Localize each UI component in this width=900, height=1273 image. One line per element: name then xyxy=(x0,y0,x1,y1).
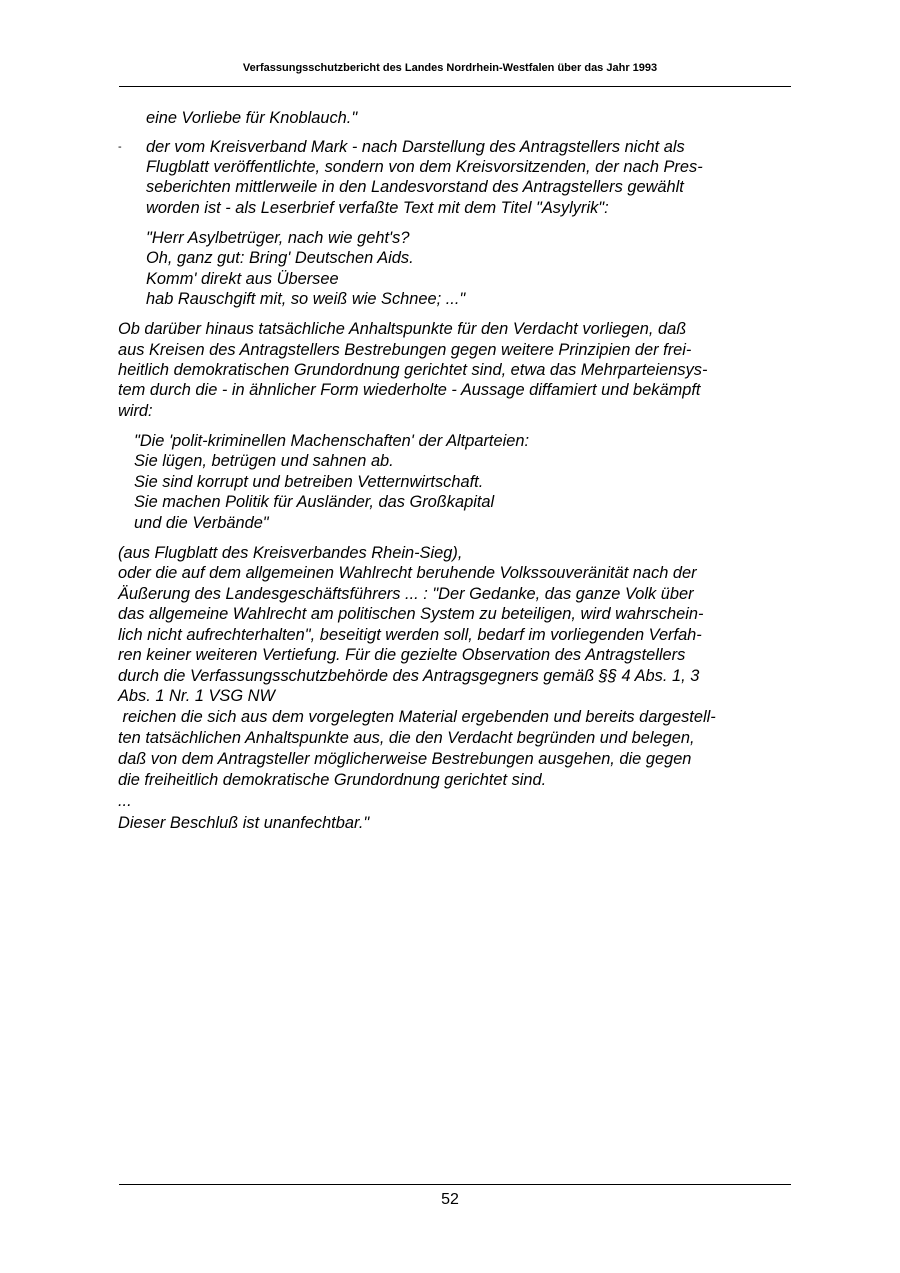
quote-line: Sie lügen, betrügen und sahnen ab. xyxy=(134,452,394,470)
paragraph-line: Abs. 1 Nr. 1 VSG NW xyxy=(118,687,275,705)
paragraph-line: (aus Flugblatt des Kreisverbandes Rhein-Sieg), xyxy=(118,544,463,562)
paragraph-line: Äußerung des Landesgeschäftsführers ... : "Der Gedanke, das ganze Volk über xyxy=(118,585,694,603)
list-item-line: worden ist - als Leserbrief verfaßte Text mit dem Titel "Asylyrik": xyxy=(146,199,609,217)
paragraph-line: ren keiner weiteren Vertiefung. Für die gezielte Observation des Antragstellers xyxy=(118,646,686,664)
paragraph-line: durch die Verfassungsschutzbehörde des Antragsgegners gemäß §§ 4 Abs. 1, 3 xyxy=(118,667,700,685)
paragraph-line: wird: xyxy=(118,402,153,420)
paragraph-line: das allgemeine Wahlrecht am politischen System zu beteiligen, wird wahrschein- xyxy=(118,605,704,623)
paragraph-line: aus Kreisen des Antragstellers Bestrebungen gegen weitere Prinzipien der frei- xyxy=(118,341,692,359)
paragraph-line: ten tatsächlichen Anhaltspunkte aus, die den Verdacht begründen und belegen, xyxy=(118,729,695,747)
ellipsis-line: ... xyxy=(118,792,132,810)
poem-line: "Herr Asylbetrüger, nach wie geht's? xyxy=(146,229,410,247)
paragraph-line: oder die auf dem allgemeinen Wahlrecht beruhende Volkssouveränität nach der xyxy=(118,564,697,582)
list-bullet: - xyxy=(118,141,122,153)
list-item-line: seberichten mittlerweile in den Landesvorstand des Antragstellers gewählt xyxy=(146,178,684,196)
quote-line: Sie sind korrupt und betreiben Vetternwirtschaft. xyxy=(134,473,484,491)
poem-line: Komm' direkt aus Übersee xyxy=(146,270,339,288)
list-item-line: der vom Kreisverband Mark - nach Darstellung des Antragstellers nicht als xyxy=(146,138,685,156)
poem-line: hab Rauschgift mit, so weiß wie Schnee; ..." xyxy=(146,290,466,308)
list-continuation-line: eine Vorliebe für Knoblauch." xyxy=(146,109,358,127)
quote-line: Sie machen Politik für Ausländer, das Großkapital xyxy=(134,493,495,511)
paragraph-line: lich nicht aufrechterhalten", beseitigt werden soll, bedarf im vorliegenden Verfah- xyxy=(118,626,702,644)
header-rule xyxy=(119,86,791,87)
footer-rule xyxy=(119,1184,791,1185)
paragraph-line: Ob darüber hinaus tatsächliche Anhaltspunkte für den Verdacht vorliegen, daß xyxy=(118,320,687,338)
paragraph-line: daß von dem Antragsteller möglicherweise Bestrebungen ausgehen, die gegen xyxy=(118,750,692,768)
paragraph-line: reichen die sich aus dem vorgelegten Material ergebenden und bereits dargestell- xyxy=(118,708,716,726)
paragraph-line: heitlich demokratischen Grundordnung gerichtet sind, etwa das Mehrparteiensys- xyxy=(118,361,708,379)
paragraph-line: die freiheitlich demokratische Grundordnung gerichtet sind. xyxy=(118,771,547,789)
page-number: 52 xyxy=(441,1191,459,1208)
quote-line: "Die 'polit-kriminellen Machenschaften' der Altparteien: xyxy=(134,432,530,450)
closing-line: Dieser Beschluß ist unanfechtbar." xyxy=(118,814,370,832)
poem-line: Oh, ganz gut: Bring' Deutschen Aids. xyxy=(146,249,414,267)
running-header: Verfassungsschutzbericht des Landes Nordrhein-Westfalen über das Jahr 1993 xyxy=(242,62,658,74)
paragraph-line: tem durch die - in ähnlicher Form wiederholte - Aussage diffamiert und bekämpft xyxy=(118,381,701,399)
quote-line: und die Verbände" xyxy=(134,514,269,532)
list-item-line: Flugblatt veröffentlichte, sondern von dem Kreisvorsitzenden, der nach Pres- xyxy=(146,158,703,176)
